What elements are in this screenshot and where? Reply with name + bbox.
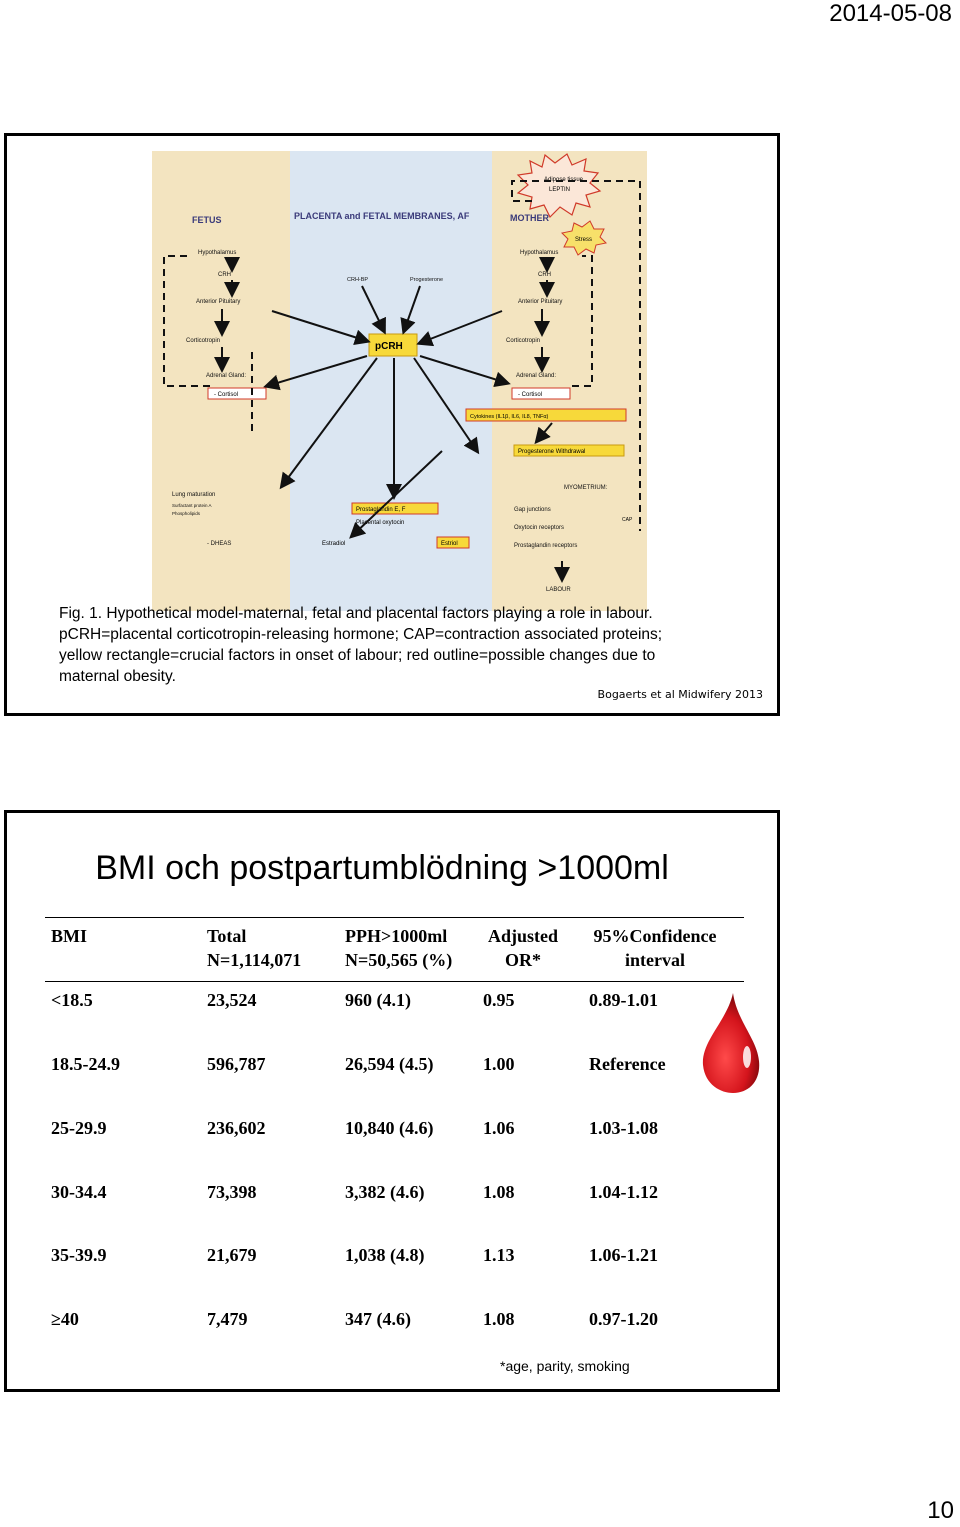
slide-table (4, 810, 780, 1392)
pcrh-node: pCRH (375, 341, 403, 352)
svg-text:Estradiol: Estradiol (322, 541, 346, 547)
svg-text:Hypothalamus: Hypothalamus (198, 250, 237, 256)
adipose-label: Adipose tissue (544, 177, 584, 183)
table-top-rule (45, 917, 744, 918)
table-cell: 1.06 (483, 1118, 515, 1138)
table-cell: <18.5 (51, 990, 93, 1010)
leptin-label: LEPTIN (549, 187, 571, 193)
svg-text:MYOMETRIUM:: MYOMETRIUM: (564, 485, 608, 491)
table-cell: 30-34.4 (51, 1182, 107, 1202)
caption-line: maternal obesity. (59, 668, 176, 685)
header-total: Total N=1,114,071 (207, 926, 302, 970)
svg-text:Corticotropin: Corticotropin (186, 338, 221, 344)
table-cell: 1.03-1.08 (589, 1118, 658, 1138)
table-header-rule (45, 981, 744, 982)
table-cell: 21,679 (207, 1245, 257, 1265)
table-cell: 0.97-1.20 (589, 1309, 658, 1329)
table-cell: 73,398 (207, 1182, 257, 1202)
table-cell: 596,787 (207, 1054, 266, 1074)
svg-text:Cytokines (IL1β, IL6, IL8, TNF: Cytokines (IL1β, IL6, IL8, TNFα) (470, 414, 549, 420)
table-cell: 0.95 (483, 990, 515, 1010)
citation: Bogaerts et al Midwifery 2013 (597, 688, 763, 701)
svg-text:LABOUR: LABOUR (546, 587, 571, 593)
svg-text:Estriol: Estriol (441, 541, 458, 547)
table-cell: 347 (4.6) (345, 1309, 411, 1329)
table-cell: 18.5-24.9 (51, 1054, 120, 1074)
header-date: 2014-05-08 (829, 0, 952, 27)
table-cell: 25-29.9 (51, 1118, 107, 1138)
svg-text:CAP: CAP (622, 517, 633, 523)
svg-text:Prostaglandin receptors: Prostaglandin receptors (514, 543, 578, 549)
caption-line: Fig. 1. Hypothetical model-maternal, fetal and placental factors playing a role in labour. (59, 605, 653, 622)
svg-text:Prostaglandin E, F: Prostaglandin E, F (356, 507, 406, 513)
svg-text:CRH: CRH (538, 272, 551, 278)
svg-text:Progesterone Withdrawal: Progesterone Withdrawal (518, 449, 586, 455)
caption-line: yellow rectangle=crucial factors in onset of labour; red outline=possible changes due to (59, 647, 656, 664)
table-cell: 1.04-1.12 (589, 1182, 658, 1202)
table-cell: 1,038 (4.8) (345, 1245, 425, 1265)
table-cell: Reference (589, 1054, 666, 1074)
svg-text:Oxytocin receptors: Oxytocin receptors (514, 525, 565, 531)
table-cell: ≥40 (51, 1309, 79, 1329)
svg-text:- DHEAS: - DHEAS (207, 541, 232, 547)
table-cell: 1.06-1.21 (589, 1245, 658, 1265)
table-cell: 1.13 (483, 1245, 515, 1265)
table-cell: 23,524 (207, 990, 257, 1010)
table-cell: 7,479 (207, 1309, 248, 1329)
svg-text:Anterior Pituitary: Anterior Pituitary (518, 299, 563, 305)
footnote: *age, parity, smoking (500, 1358, 630, 1374)
svg-text:Placental oxytocin: Placental oxytocin (356, 520, 405, 526)
svg-text:Surfactant protein A: Surfactant protein A (172, 503, 212, 508)
svg-text:CRH: CRH (218, 272, 231, 278)
blood-drop-icon (697, 991, 763, 1095)
table-cell: 10,840 (4.6) (345, 1118, 434, 1138)
figure-caption (59, 603, 769, 687)
slide-diagram (4, 133, 780, 716)
slide-title: BMI och postpartumblödning >1000ml (95, 849, 669, 887)
svg-text:Lung maturation: Lung maturation (172, 492, 216, 498)
page-number: 10 (927, 1497, 954, 1524)
svg-text:CRH-BP: CRH-BP (347, 277, 369, 283)
header-pph: PPH>1000ml N=50,565 (%) (345, 926, 453, 970)
table-cell: 1.08 (483, 1309, 515, 1329)
svg-text:Corticotropin: Corticotropin (506, 338, 541, 344)
svg-text:Adrenal Gland:: Adrenal Gland: (206, 373, 247, 379)
header-ci: 95%Confidence interval (593, 926, 717, 970)
header-adjusted-or: Adjusted OR* (487, 926, 558, 970)
svg-text:Gap junctions: Gap junctions (514, 507, 551, 513)
svg-text:Anterior Pituitary: Anterior Pituitary (196, 299, 241, 305)
caption-line: pCRH=placental corticotropin-releasing hormone; CAP=contraction associated proteins; (59, 626, 663, 643)
svg-text:- Cortisol: - Cortisol (214, 392, 239, 398)
svg-text:Progesterone: Progesterone (410, 277, 444, 283)
table-cell: 1.08 (483, 1182, 515, 1202)
header-bmi: BMI (51, 926, 87, 946)
hypothetical-model-diagram (152, 151, 647, 611)
fetus-header: FETUS (192, 215, 222, 225)
table-cell: 960 (4.1) (345, 990, 411, 1010)
table-cell: 3,382 (4.6) (345, 1182, 425, 1202)
placenta-header: PLACENTA and FETAL MEMBRANES, AF (294, 211, 470, 221)
table-cell: 236,602 (207, 1118, 266, 1138)
svg-text:- Cortisol: - Cortisol (518, 392, 543, 398)
table-cell: 35-39.9 (51, 1245, 107, 1265)
svg-text:Phospholipids: Phospholipids (172, 511, 201, 516)
svg-text:Hypothalamus: Hypothalamus (520, 250, 559, 256)
stress-label: Stress (575, 237, 593, 243)
mother-header: MOTHER (510, 213, 549, 223)
table-cell: 26,594 (4.5) (345, 1054, 434, 1074)
svg-text:Adrenal Gland:: Adrenal Gland: (516, 373, 557, 379)
table-cell: 0.89-1.01 (589, 990, 658, 1010)
table-cell: 1.00 (483, 1054, 515, 1074)
